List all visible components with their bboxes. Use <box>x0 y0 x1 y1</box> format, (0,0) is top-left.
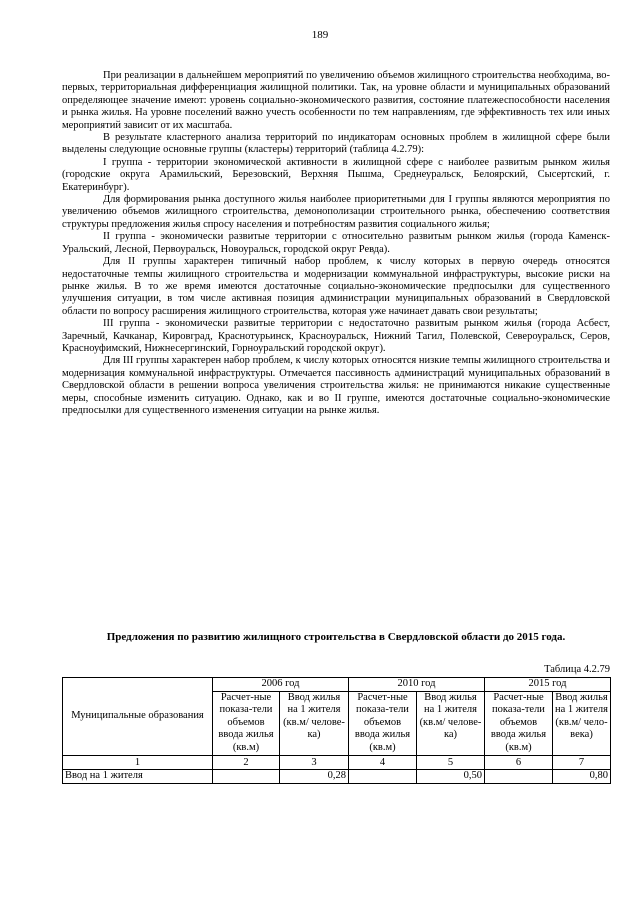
subheader-calc: Расчет-ные показа-тели объемов ввода жилья (кв.м) <box>213 691 280 755</box>
column-number: 6 <box>485 755 553 770</box>
paragraph: Для II группы характерен типичный набор проблем, к числу которых в первую очередь относятся недостаточные темпы жилищного строительства и модернизации коммунальной инфраструктуры, высокие риски на рынке жилья. В то же время имеются достаточные социально-экономические предпосылки для существенного улучшения ситуации, в том числе активная позиция администрации муниципальных образований в Свердловской области по вопросу расширения жилищного строительства, которая уже начинает давать свои результаты; <box>62 256 610 317</box>
table-row <box>63 770 611 784</box>
table-cell <box>349 770 417 784</box>
header-year: 2006 год <box>213 678 349 692</box>
body-text <box>62 70 610 417</box>
housing-table <box>62 677 611 784</box>
subheader-per-capita: Ввод жилья на 1 жителя (кв.м/ челове-ка) <box>417 691 485 755</box>
column-number-row <box>63 755 611 770</box>
paragraph: В результате кластерного анализа территорий по индикаторам основных проблем в жилищной сфере были выделены следующие основные группы (кластеры) территорий (таблица 4.2.79): <box>62 132 610 156</box>
column-number: 1 <box>63 755 213 770</box>
table-cell <box>485 770 553 784</box>
header-year: 2010 год <box>349 678 485 692</box>
column-number: 3 <box>280 755 349 770</box>
row-name: Ввод на 1 жителя <box>63 770 213 784</box>
table-header-row <box>63 678 611 692</box>
subheader-calc: Расчет-ные показа-тели объемов ввода жилья (кв.м) <box>349 691 417 755</box>
paragraph: Для III группы характерен набор проблем, к числу которых относятся низкие темпы жилищного строительства и модернизация коммунальной инфраструктуры. Отмечается пассивность администраций муниципальных образований в Свердловской области в решении вопроса увеличения строительства жилья: не принимаются никакие существенные меры, способные изменить ситуацию. Однако, как и во II группе, имеются достаточные социально-экономические предпосылки для существенного изменения ситуации на рынке жилья. <box>62 355 610 416</box>
table-title: Предложения по развитию жилищного строительства в Свердловской области до 2015 года. <box>106 631 566 643</box>
column-number: 5 <box>417 755 485 770</box>
subheader-calc: Расчет-ные показа-тели объемов ввода жилья (кв.м) <box>485 691 553 755</box>
column-number: 4 <box>349 755 417 770</box>
table-cell: 0,28 <box>280 770 349 784</box>
table-cell <box>213 770 280 784</box>
table-caption: Таблица 4.2.79 <box>544 664 610 675</box>
paragraph: III группа - экономически развитые территории с недостаточно развитым рынком жилья (города Асбест, Заречный, Качканар, Кировград, Краснотурьинск, Красноуральск, Нижний Тагил, Полевской, Североуральск, Серов, Красноуфимский, Нижнесергинский, Горноуральский городской округ). <box>62 318 610 354</box>
paragraph: I группа - территории экономической активности в жилищной сфере с наиболее развитым рынком жилья (городские округа Арамильский, Березовский, Верхняя Пышма, Среднеуральск, Белоярский, Сысертский, г. Екатеринбург). <box>62 156 610 193</box>
paragraph: При реализации в дальнейшем мероприятий по увеличению объемов жилищного строительства необходима, во-первых, территориальная дифференциация жилищной политики. Так, на уровне области и муниципальных образований определяющее значение имеют: уровень социально-экономического развития, состояние платежеспособности населения и рынка жилья. На уровне поселений важно учесть особенности по тем направлениям, где эффективность тех или иных мероприятий зависит от их масштаба. <box>62 70 610 131</box>
column-number: 2 <box>213 755 280 770</box>
header-year: 2015 год <box>485 678 611 692</box>
subheader-per-capita: Ввод жилья на 1 жителя (кв.м/ чело-века) <box>553 691 611 755</box>
column-number: 7 <box>553 755 611 770</box>
paragraph: II группа - экономически развитые территории с относительно развитым рынком жилья (города Каменск-Уральский, Лесной, Первоуральск, Новоуральск, городской округ Ревда). <box>62 231 610 255</box>
page-number: 189 <box>311 29 329 41</box>
paragraph: Для формирования рынка доступного жилья наиболее приоритетными для I группы являются мероприятия по увеличению объемов жилищного строительства, демонополизации строительного рынка, обеспечению соответствия структуры предложения жилья спросу населения и потребностям развития социального жилья; <box>62 194 610 230</box>
subheader-per-capita: Ввод жилья на 1 жителя (кв.м/ челове-ка) <box>280 691 349 755</box>
table-cell: 0,80 <box>553 770 611 784</box>
table-cell: 0,50 <box>417 770 485 784</box>
header-municipal: Муниципальные образования <box>63 678 213 756</box>
